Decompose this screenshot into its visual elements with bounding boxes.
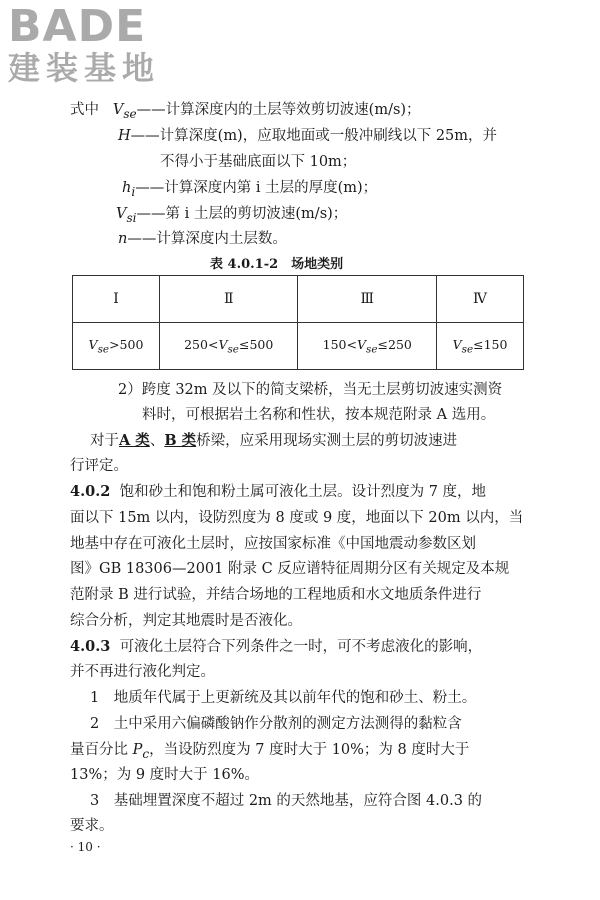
header-cell: Ⅲ (298, 276, 437, 323)
def-h: H——计算深度(m)，应取地面或一般冲刷线以下 25m，并 (118, 128, 498, 144)
def-vse: 式中 $V_{se}——$计算深度内的土层等效剪切波速(m/s)； (70, 102, 421, 121)
class-ab-line2: 行评定。 (70, 458, 128, 474)
logo-subtitle: 建装基地 (8, 49, 161, 87)
table-row (73, 323, 524, 370)
def-vsi: $V_{si}——$第 i 土层的剪切波速(m/s)； (116, 206, 348, 225)
table-cell: $250<V_{se}\le 500$ (159, 323, 298, 370)
section-402-line4: 图》GB 18306—2001 附录 C 反应谱特征周期分区有关规定及本规 (70, 561, 510, 577)
table-header-row (73, 276, 524, 323)
clause-2-line3: 13%；为 9 度时大于 16%。 (70, 767, 260, 783)
item2-line2: 料时，可根据岩土名称和性状，按本规范附录 A 选用。 (142, 407, 496, 423)
header-cell: Ⅰ (73, 276, 160, 323)
section-number: 4.0.3 (70, 638, 111, 655)
def-hi: $h_i——$计算深度内第 i 土层的厚度(m)； (122, 180, 378, 199)
site-class-table (72, 275, 524, 370)
def-n: n——计算深度内土层数。 (118, 231, 287, 247)
section-402-line5: 范附录 B 进行试验，并结合场地的工程地质和水文地质条件进行 (70, 587, 482, 603)
table-caption: 表 4.0.1-2 场地类别 (210, 257, 344, 272)
def-h-cont: 不得小于基础底面以下 10m； (160, 154, 357, 170)
header-cell: Ⅳ (437, 276, 524, 323)
section-402-line6: 综合分析，判定其地震时是否液化。 (70, 613, 302, 629)
table-cell: $V_{se}>500$ (73, 323, 160, 370)
class-ab-line1: 对于A 类、B 类桥梁，应采用现场实测土层的剪切波速进 (90, 432, 458, 449)
section-403-line2: 并不再进行液化判定。 (70, 664, 215, 680)
section-403-line1: 4.0.3 可液化土层符合下列条件之一时，可不考虑液化的影响， (70, 638, 483, 655)
section-number: 4.0.2 (70, 483, 111, 500)
page-number: · 10 · (70, 840, 101, 854)
clause-2-line1: 2 土中采用六偏磷酸钠作分散剂的测定方法测得的黏粒含 (90, 716, 462, 732)
section-402-line1: 4.0.2 饱和砂土和饱和粉土属可液化土层。设计烈度为 7 度，地 (70, 483, 487, 500)
header-cell: Ⅱ (159, 276, 298, 323)
item2-line1: 2）跨度 32m 及以下的简支梁桥，当无土层剪切波速实测资 (118, 382, 503, 398)
section-402-line3: 地基中存在可液化土层时，应按国家标准《中国地震动参数区划 (70, 536, 476, 552)
section-402-line2: 面以下 15m 以内，设防烈度为 8 度或 9 度，地面以下 20m 以内，当 (70, 510, 524, 526)
clause-2-line2: 量百分比 $P_c$，当设防烈度为 7 度时大于 10%；为 8 度时大于 (70, 742, 470, 761)
table-cell: $V_{se}\le 150$ (437, 323, 524, 370)
brand-logo (8, 1, 161, 87)
clause-3-line2: 要求。 (70, 818, 114, 834)
clause-3-line1: 3 基础埋置深度不超过 2m 的天然地基，应符合图 4.0.3 的 (90, 793, 483, 809)
clause-1: 1 地质年代属于上更新统及其以前年代的饱和砂土、粉土。 (90, 690, 477, 706)
logo-brand: BADE (8, 1, 147, 52)
table-cell: $150<V_{se}\le 250$ (298, 323, 437, 370)
